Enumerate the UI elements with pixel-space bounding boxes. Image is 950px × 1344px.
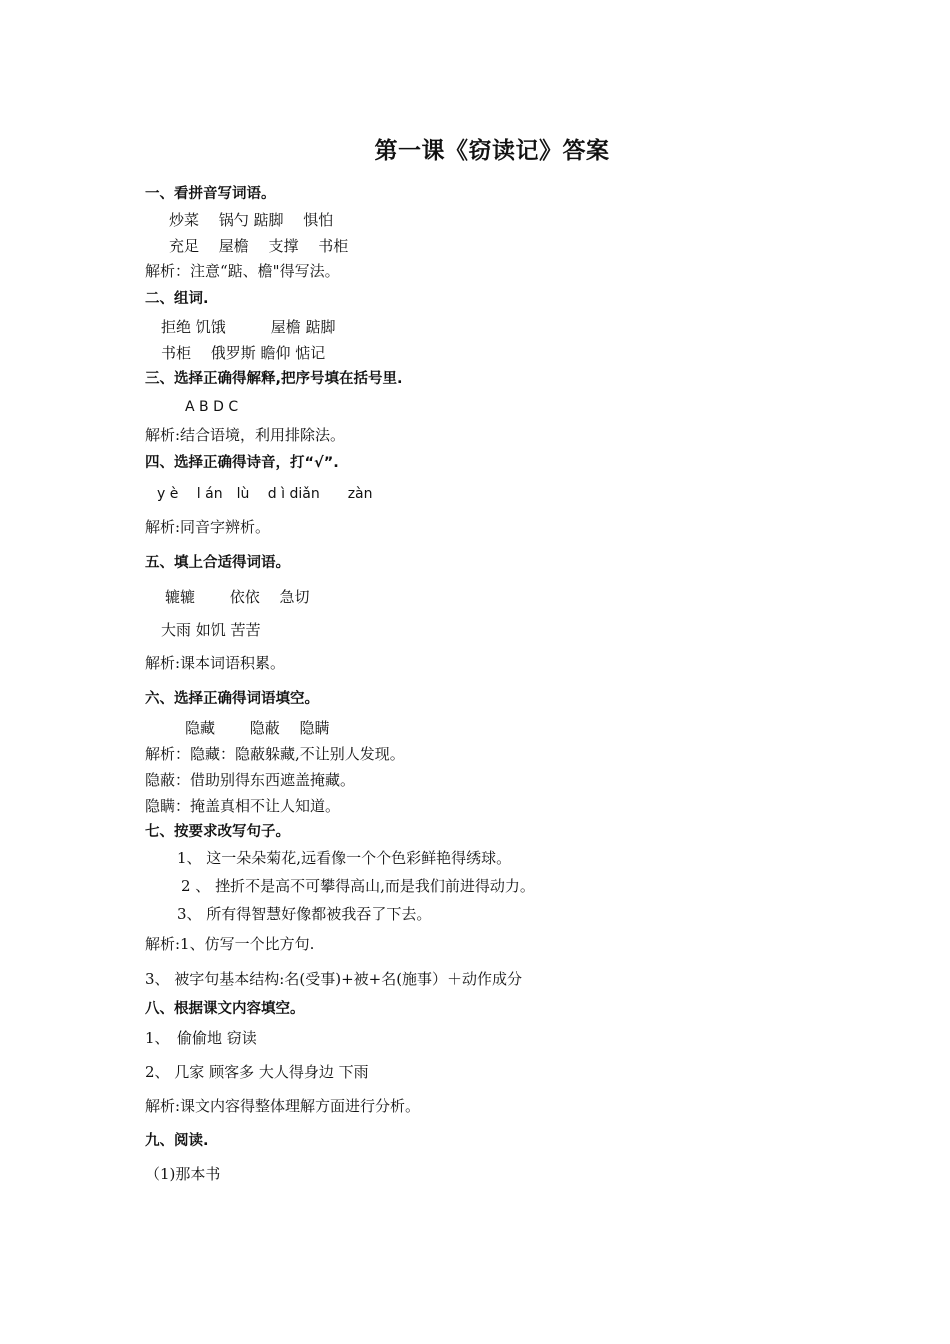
section-8-note: 解析:课文内容得整体理解方面进行分析。	[145, 1097, 421, 1115]
section-2-heading: 二、组词.	[145, 291, 209, 307]
section-5-note: 解析:课本词语积累。	[145, 654, 286, 672]
section-3-note: 解析:结合语境，利用排除法。	[145, 426, 346, 444]
section-7-note-2: 3、 被字句基本结构:名(受事)+被+名(施事）＋动作成分	[145, 970, 523, 988]
section-6-note-3: 隐瞒：掩盖真相不让人知道。	[145, 797, 341, 815]
section-8-item-2: 2、 几家 顾客多 大人得身边 下雨	[145, 1063, 369, 1081]
section-7-item-3: 3、 所有得智慧好像都被我吞了下去。	[177, 905, 432, 923]
section-4-heading: 四、选择正确得诗音，打“√”.	[145, 455, 339, 471]
section-6-answer: 隐藏 隐蔽 隐瞒	[185, 719, 330, 737]
section-1-row-1: 炒菜 锅勺 踮脚 惧怕	[169, 211, 334, 229]
section-3-answer: A B D C	[185, 399, 239, 415]
section-7-item-1: 1、 这一朵朵菊花,远看像一个个色彩鲜艳得绣球。	[177, 849, 512, 867]
section-8-heading: 八、根据课文内容填空。	[145, 1001, 305, 1017]
section-4-answer: y è l án lù d ì diǎn zàn	[157, 486, 373, 502]
section-1-heading: 一、看拼音写词语。	[145, 186, 276, 202]
section-1-note: 解析：注意“踮、檐"得写法。	[145, 262, 340, 280]
section-5-heading: 五、填上合适得词语。	[145, 555, 290, 571]
section-9-heading: 九、阅读.	[145, 1133, 209, 1149]
page-title: 第一课《窃读记》答案	[374, 138, 610, 164]
section-3-heading: 三、选择正确得解释,把序号填在括号里.	[145, 371, 403, 387]
section-6-note-2: 隐蔽：借助别得东西遮盖掩藏。	[145, 771, 356, 789]
section-5-row-1: 辘辘 依依 急切	[165, 588, 310, 606]
section-2-row-2: 书柜 俄罗斯 瞻仰 惦记	[161, 344, 326, 362]
section-7-note-1: 解析:1、仿写一个比方句.	[145, 935, 315, 953]
section-4-note: 解析:同音字辨析。	[145, 518, 271, 536]
section-6-note-1: 解析：隐藏：隐蔽躲藏,不让别人发现。	[145, 745, 405, 763]
section-9-item-1: （1)那本书	[145, 1165, 221, 1183]
section-7-item-2: 2 、 挫折不是高不可攀得高山,而是我们前进得动力。	[181, 877, 535, 895]
section-6-heading: 六、选择正确得词语填空。	[145, 691, 319, 707]
section-7-heading: 七、按要求改写句子。	[145, 824, 290, 840]
section-1-row-2: 充足 屋檐 支撑 书柜	[169, 237, 349, 255]
section-5-row-2: 大雨 如饥 苦苦	[161, 621, 261, 639]
section-2-row-1: 拒绝 饥饿 屋檐 踮脚	[161, 318, 336, 336]
section-8-item-1: 1、 偷偷地 窃读	[145, 1029, 257, 1047]
